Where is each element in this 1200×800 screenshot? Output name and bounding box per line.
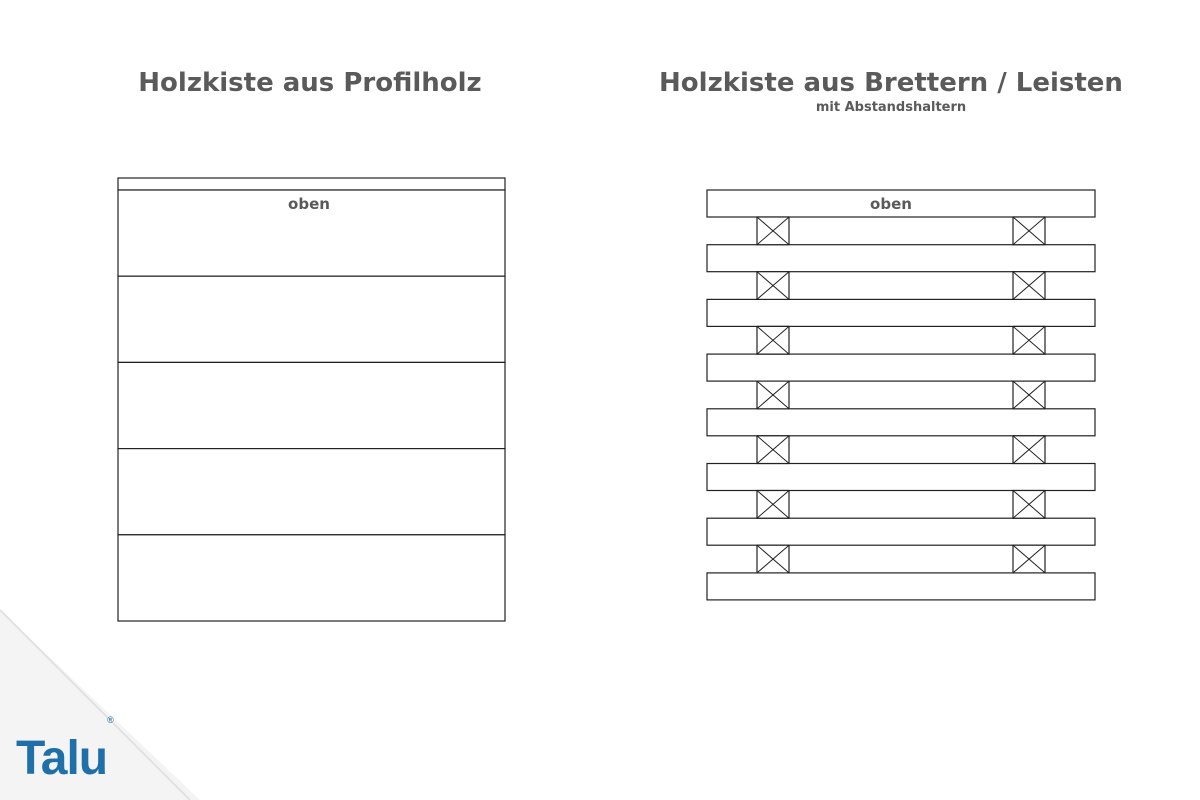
profilholz-top-strip	[118, 178, 505, 190]
bretter-board	[707, 354, 1095, 381]
talu-logo-text: Talu	[16, 732, 108, 785]
bretter-board	[707, 409, 1095, 436]
abstandshalter-spacer	[757, 436, 789, 464]
talu-logo	[16, 715, 114, 785]
abstandshalter-spacer	[1013, 381, 1045, 409]
abstandshalter-spacer	[1013, 326, 1045, 354]
bretter-subtitle: mit Abstandshaltern	[815, 100, 967, 115]
profilholz-diagram	[118, 178, 505, 621]
abstandshalter-spacer	[757, 491, 789, 519]
abstandshalter-spacer	[757, 217, 789, 245]
abstandshalter-spacer	[1013, 491, 1045, 519]
profilholz-board	[118, 362, 505, 448]
registered-mark: ®	[107, 715, 114, 725]
bretter-board	[707, 573, 1095, 600]
profilholz-title: Holzkiste aus Profilholz	[138, 68, 482, 98]
profilholz-top-label: oben	[288, 195, 330, 213]
abstandshalter-spacer	[757, 272, 789, 300]
profilholz-board	[118, 449, 505, 535]
bretter-title: Holzkiste aus Brettern / Leisten	[659, 68, 1123, 98]
profilholz-board	[118, 276, 505, 362]
bretter-diagram	[707, 190, 1095, 600]
bretter-board	[707, 464, 1095, 491]
bretter-board	[707, 245, 1095, 272]
bretter-board	[707, 299, 1095, 326]
abstandshalter-spacer	[1013, 272, 1045, 300]
abstandshalter-spacer	[1013, 217, 1045, 245]
abstandshalter-spacer	[757, 381, 789, 409]
abstandshalter-spacer	[1013, 545, 1045, 573]
bretter-top-label: oben	[870, 195, 912, 213]
abstandshalter-spacer	[757, 326, 789, 354]
bretter-board	[707, 518, 1095, 545]
abstandshalter-spacer	[1013, 436, 1045, 464]
abstandshalter-spacer	[757, 545, 789, 573]
